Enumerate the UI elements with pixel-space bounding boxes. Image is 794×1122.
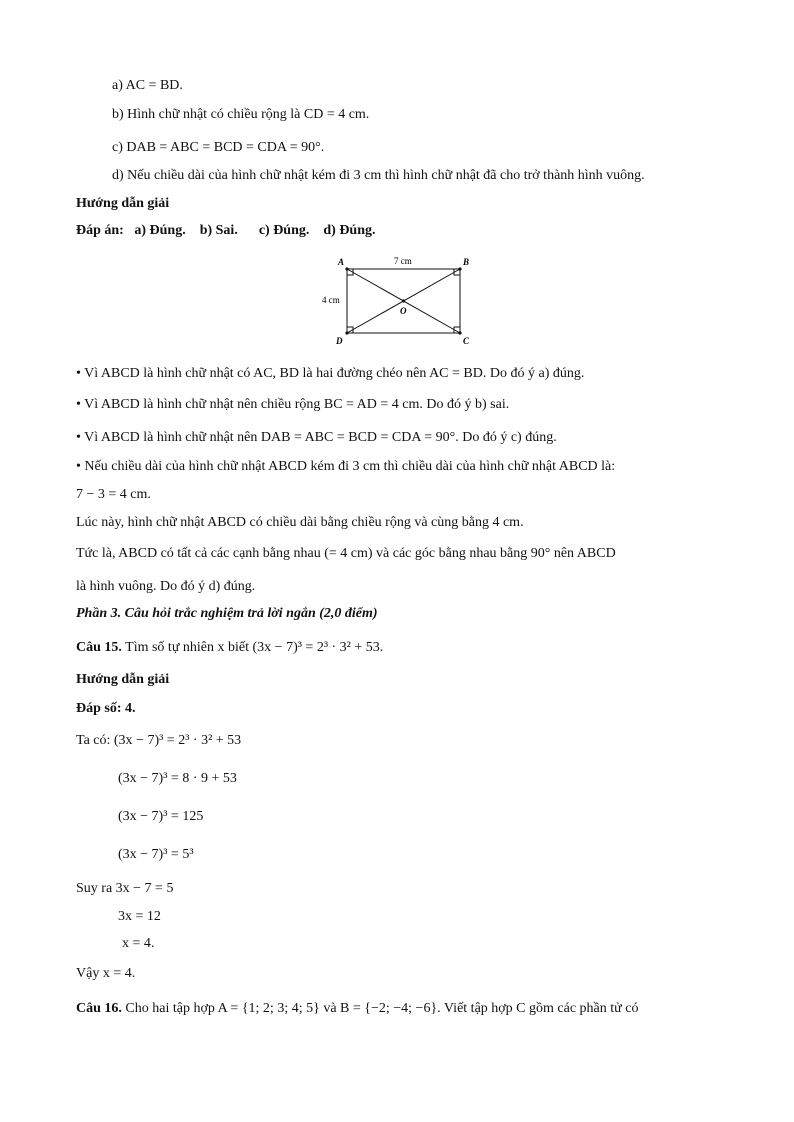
- label-b: B: [463, 257, 470, 267]
- left-length-label: 4 cm: [322, 295, 340, 305]
- item-d: d) Nếu chiều dài của hình chữ nhật kém đi 3 cm thì hình chữ nhật đã cho trở thành hình vuông.: [112, 168, 645, 183]
- question-16-text: Cho hai tập hợp A = {1; 2; 3; 4; 5} và B = {−2; −4; −6}. Viết tập hợp C gồm các phần tử có: [121, 1001, 639, 1016]
- rectangle-figure: [310, 252, 490, 347]
- item-b: b) Hình chữ nhật có chiều rộng là CD = 4 cm.: [112, 107, 370, 122]
- step-6: 3x = 12: [118, 909, 161, 924]
- explanation-d-3: Lúc này, hình chữ nhật ABCD có chiều dài bằng chiều rộng và cùng bằng 4 cm.: [76, 515, 524, 530]
- label-d: D: [336, 336, 343, 346]
- explanation-b: • Vì ABCD là hình chữ nhật nên chiều rộng BC = AD = 4 cm. Do đó ý b) sai.: [76, 397, 510, 412]
- question-16-number: Câu 16.: [76, 1001, 122, 1016]
- explanation-a: • Vì ABCD là hình chữ nhật có AC, BD là hai đường chéo nên AC = BD. Do đó ý a) đúng.: [76, 366, 585, 381]
- guide-heading-2: Hướng dẫn giải: [76, 672, 170, 687]
- question-15: [76, 639, 383, 657]
- conclusion: Vậy x = 4.: [76, 966, 136, 981]
- item-c: c) DAB = ABC = BCD = CDA = 90°.: [112, 140, 325, 155]
- explanation-d-4: Tức là, ABCD có tất cả các cạnh bằng nhau (= 4 cm) và các góc bằng nhau bằng 90° nên ABCD: [76, 546, 616, 561]
- explanation-d-2: 7 − 3 = 4 cm.: [76, 487, 151, 502]
- answer-line-2: Đáp số: 4.: [76, 701, 136, 716]
- step-2: (3x − 7)³ = 8 · 9 + 53: [118, 771, 237, 786]
- question-16: [76, 1000, 638, 1018]
- answer-line-1: Đáp án: a) Đúng. b) Sai. c) Đúng. d) Đúng.: [76, 223, 376, 238]
- label-c: C: [463, 336, 470, 346]
- explanation-c: • Vì ABCD là hình chữ nhật nên DAB = ABC = BCD = CDA = 90°. Do đó ý c) đúng.: [76, 430, 557, 445]
- top-length-label: 7 cm: [394, 256, 412, 266]
- explanation-d-1: • Nếu chiều dài của hình chữ nhật ABCD kém đi 3 cm thì chiều dài của hình chữ nhật ABCD là:: [76, 459, 616, 474]
- item-a: a) AC = BD.: [112, 78, 183, 93]
- part-3-heading: Phần 3. Câu hỏi trắc nghiệm trả lời ngắn (2,0 điểm): [76, 606, 378, 621]
- explanation-d-5: là hình vuông. Do đó ý d) đúng.: [76, 579, 256, 594]
- step-3: (3x − 7)³ = 125: [118, 809, 204, 824]
- label-o: O: [400, 306, 407, 316]
- step-5: Suy ra 3x − 7 = 5: [76, 881, 174, 896]
- guide-heading-1: Hướng dẫn giải: [76, 196, 170, 211]
- step-4: (3x − 7)³ = 5³: [118, 847, 194, 862]
- label-a: A: [338, 257, 345, 267]
- question-15-text: Tìm số tự nhiên x biết (3x − 7)³ = 2³ · 3² + 53.: [121, 640, 384, 655]
- question-15-number: Câu 15.: [76, 640, 122, 655]
- step-7: x = 4.: [122, 936, 155, 951]
- step-1: Ta có: (3x − 7)³ = 2³ · 3² + 53: [76, 733, 242, 748]
